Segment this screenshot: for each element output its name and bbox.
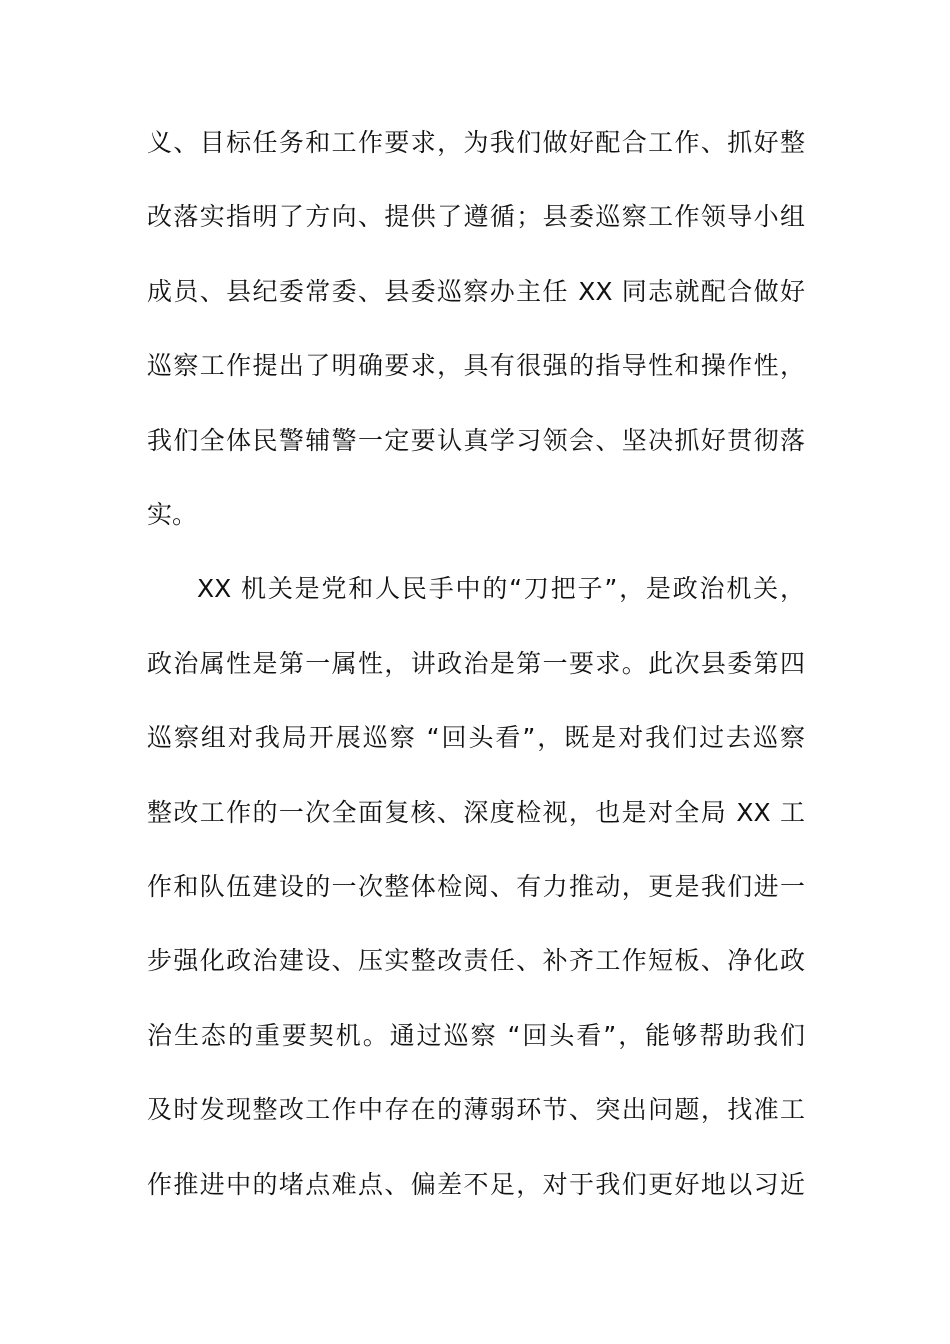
text-line: 治生态的重要契机。通过巡察 “回头看”，能够帮助我们: [147, 1020, 805, 1050]
text-line: 步强化政治建设、压实整改责任、补齐工作短板、净化政: [147, 946, 805, 976]
text-line: 整改工作的一次全面复核、深度检视，也是对全局 XX 工: [147, 797, 805, 827]
text-line: 巡察工作提出了明确要求，具有很强的指导性和操作性，: [147, 351, 805, 381]
text-line: 政治属性是第一属性，讲政治是第一要求。此次县委第四: [147, 648, 805, 678]
text-line: 实。: [147, 500, 198, 529]
text-line: 巡察组对我局开展巡察 “回头看”，既是对我们过去巡察: [147, 723, 805, 753]
text-line: 及时发现整改工作中存在的薄弱环节、突出问题，找准工: [147, 1095, 805, 1125]
text-line: 义、目标任务和工作要求，为我们做好配合工作、抓好整: [147, 128, 805, 157]
text-line: 作推进中的堵点难点、偏差不足，对于我们更好地以习近: [147, 1169, 805, 1199]
text-line: 成员、县纪委常委、县委巡察办主任 XX 同志就配合做好: [147, 276, 805, 306]
text-line: 作和队伍建设的一次整体检阅、有力推动，更是我们进一: [147, 872, 805, 901]
text-line: 改落实指明了方向、提供了遵循；县委巡察工作领导小组: [147, 202, 805, 232]
text-line: XX 机关是党和人民手中的“刀把子”，是政治机关，: [197, 574, 805, 604]
text-line: 我们全体民警辅警一定要认真学习领会、坚决抓好贯彻落: [147, 425, 805, 455]
